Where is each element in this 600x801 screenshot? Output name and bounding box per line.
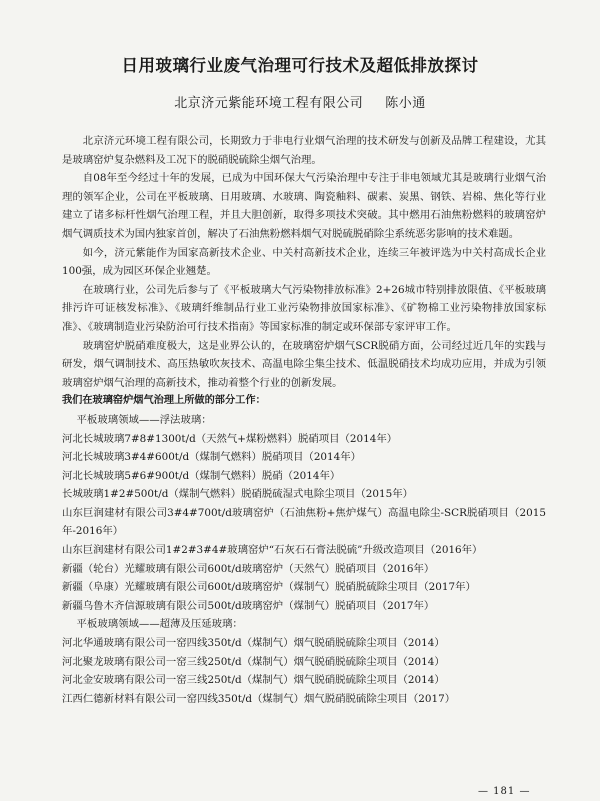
- project-item: 河北长城玻璃3#4#600t/d（煤制气燃料）脱硝项目（2014年）: [62, 451, 362, 464]
- paragraph: 如今，济元紫能作为国家高新技术企业、中关村高新技术企业，连续三年被评选为中关村高成长企业100强，成为园区环保企业翘楚。: [62, 246, 546, 278]
- author-name: 陈小通: [385, 96, 426, 111]
- section-title-ultrathin-glass: 平板玻璃领域——超薄及压延玻璃：: [76, 618, 243, 631]
- page-number: — 181 —: [478, 786, 531, 797]
- project-item: 河北聚龙玻璃有限公司一窑三线250t/d（煤制气）烟气脱硝脱硫除尘项目（2014）: [62, 655, 445, 668]
- project-item: 新疆（阜康）光耀玻璃有限公司600t/d玻璃窑炉（煤制气）脱硝脱硫除尘项目（2017年）: [62, 581, 476, 594]
- article-body: [62, 132, 546, 708]
- company-name: 北京济元紫能环境工程有限公司: [174, 96, 364, 111]
- project-item: 新疆（轮台）光耀玻璃有限公司600t/d玻璃窑炉（天然气）脱硝项目（2016年）: [62, 562, 435, 575]
- project-item: 江西仁德新材料有限公司一窑四线350t/d（煤制气）烟气脱硝脱硫除尘项目（2017）: [62, 692, 456, 705]
- paragraph: 在玻璃行业，公司先后参与了《平板玻璃大气污染物排放标准》2+26城市特别排放限值、《平板玻璃排污许可证核发标准》、《玻璃纤维制品行业工业污染物排放国家标准》、《矿物棉工业污染物排放国家标准》、《玻璃制造业污染防治可行技术指南》等国家标准的制定或环保部专家评审工作。: [62, 283, 546, 333]
- project-item: 长城玻璃1#2#500t/d（煤制气燃料）脱硝脱硫湿式电除尘项目（2015年）: [62, 488, 414, 501]
- project-item: 河北华通玻璃有限公司一窑四线350t/d（煤制气）烟气脱硝脱硫除尘项目（2014）: [62, 637, 445, 650]
- project-item: 山东巨润建材有限公司1#2#3#4#玻璃窑炉“石灰石石膏法脱硫”升级改造项目（2016年）: [62, 544, 483, 557]
- section-title-float-glass: 平板玻璃领域——浮法玻璃：: [76, 413, 212, 426]
- project-item: 河北长城玻璃5#6#900t/d（煤制气燃料）脱硝（2014年）: [62, 469, 341, 482]
- paragraph: 北京济元环境工程有限公司，长期致力于非电行业烟气治理的技术研发与创新及品牌工程建设，尤其是玻璃窑炉复杂燃料及工况下的脱硝脱硫除尘烟气治理。: [62, 135, 546, 166]
- project-item: 河北长城玻璃7#8#1300t/d（天然气+煤粉燃料）脱硝项目（2014年）: [62, 432, 398, 445]
- project-item: 山东巨润建材有限公司3#4#700t/d玻璃窑炉（石油焦粉+焦炉煤气）高温电除尘-SCR脱硝项目（2015年-2016年）: [62, 506, 546, 538]
- byline: [0, 92, 600, 111]
- project-item: 新疆乌鲁木齐信源玻璃有限公司500t/d玻璃窑炉（煤制气）脱硝项目（2017年）: [62, 599, 435, 612]
- paragraph: 玻璃窑炉脱硝难度极大，这是业界公认的，在玻璃窑炉烟气SCR脱硝方面，公司经过近几年的实践与研发，烟气调制技术、高压热敏吹灰技术、高温电除尘集尘技术、低温脱硝技术均成功应用，并成为引领玻璃窑炉烟气治理的高新技术，推动着整个行业的创新发展。: [62, 339, 546, 389]
- paragraph: 自08年至今经过十年的发展，已成为中国环保大气污染治理中专注于非电领域尤其是玻璃行业烟气治理的领军企业，公司在平板玻璃、日用玻璃、水玻璃、陶瓷釉料、碳素、炭黑、钢铁、岩棉、焦化等行业建立了诸多标杆性烟气治理工程，并且大胆创新，取得多项技术突破。其中燃用石油焦粉燃料的玻璃窑炉烟气调质技术为国内独家首创，解决了石油焦粉燃料烟气对脱硫脱硝除尘系统恶劣影响的技术难题。: [62, 172, 546, 240]
- project-item: 河北金安玻璃有限公司一窑三线250t/d（煤制气）烟气脱硝脱硫除尘项目（2014）: [62, 674, 445, 687]
- article-title: 日用玻璃行业废气治理可行技术及超低排放探讨: [121, 56, 479, 75]
- work-heading: 我们在玻璃窑炉烟气治理上所做的部分工作：: [62, 395, 266, 407]
